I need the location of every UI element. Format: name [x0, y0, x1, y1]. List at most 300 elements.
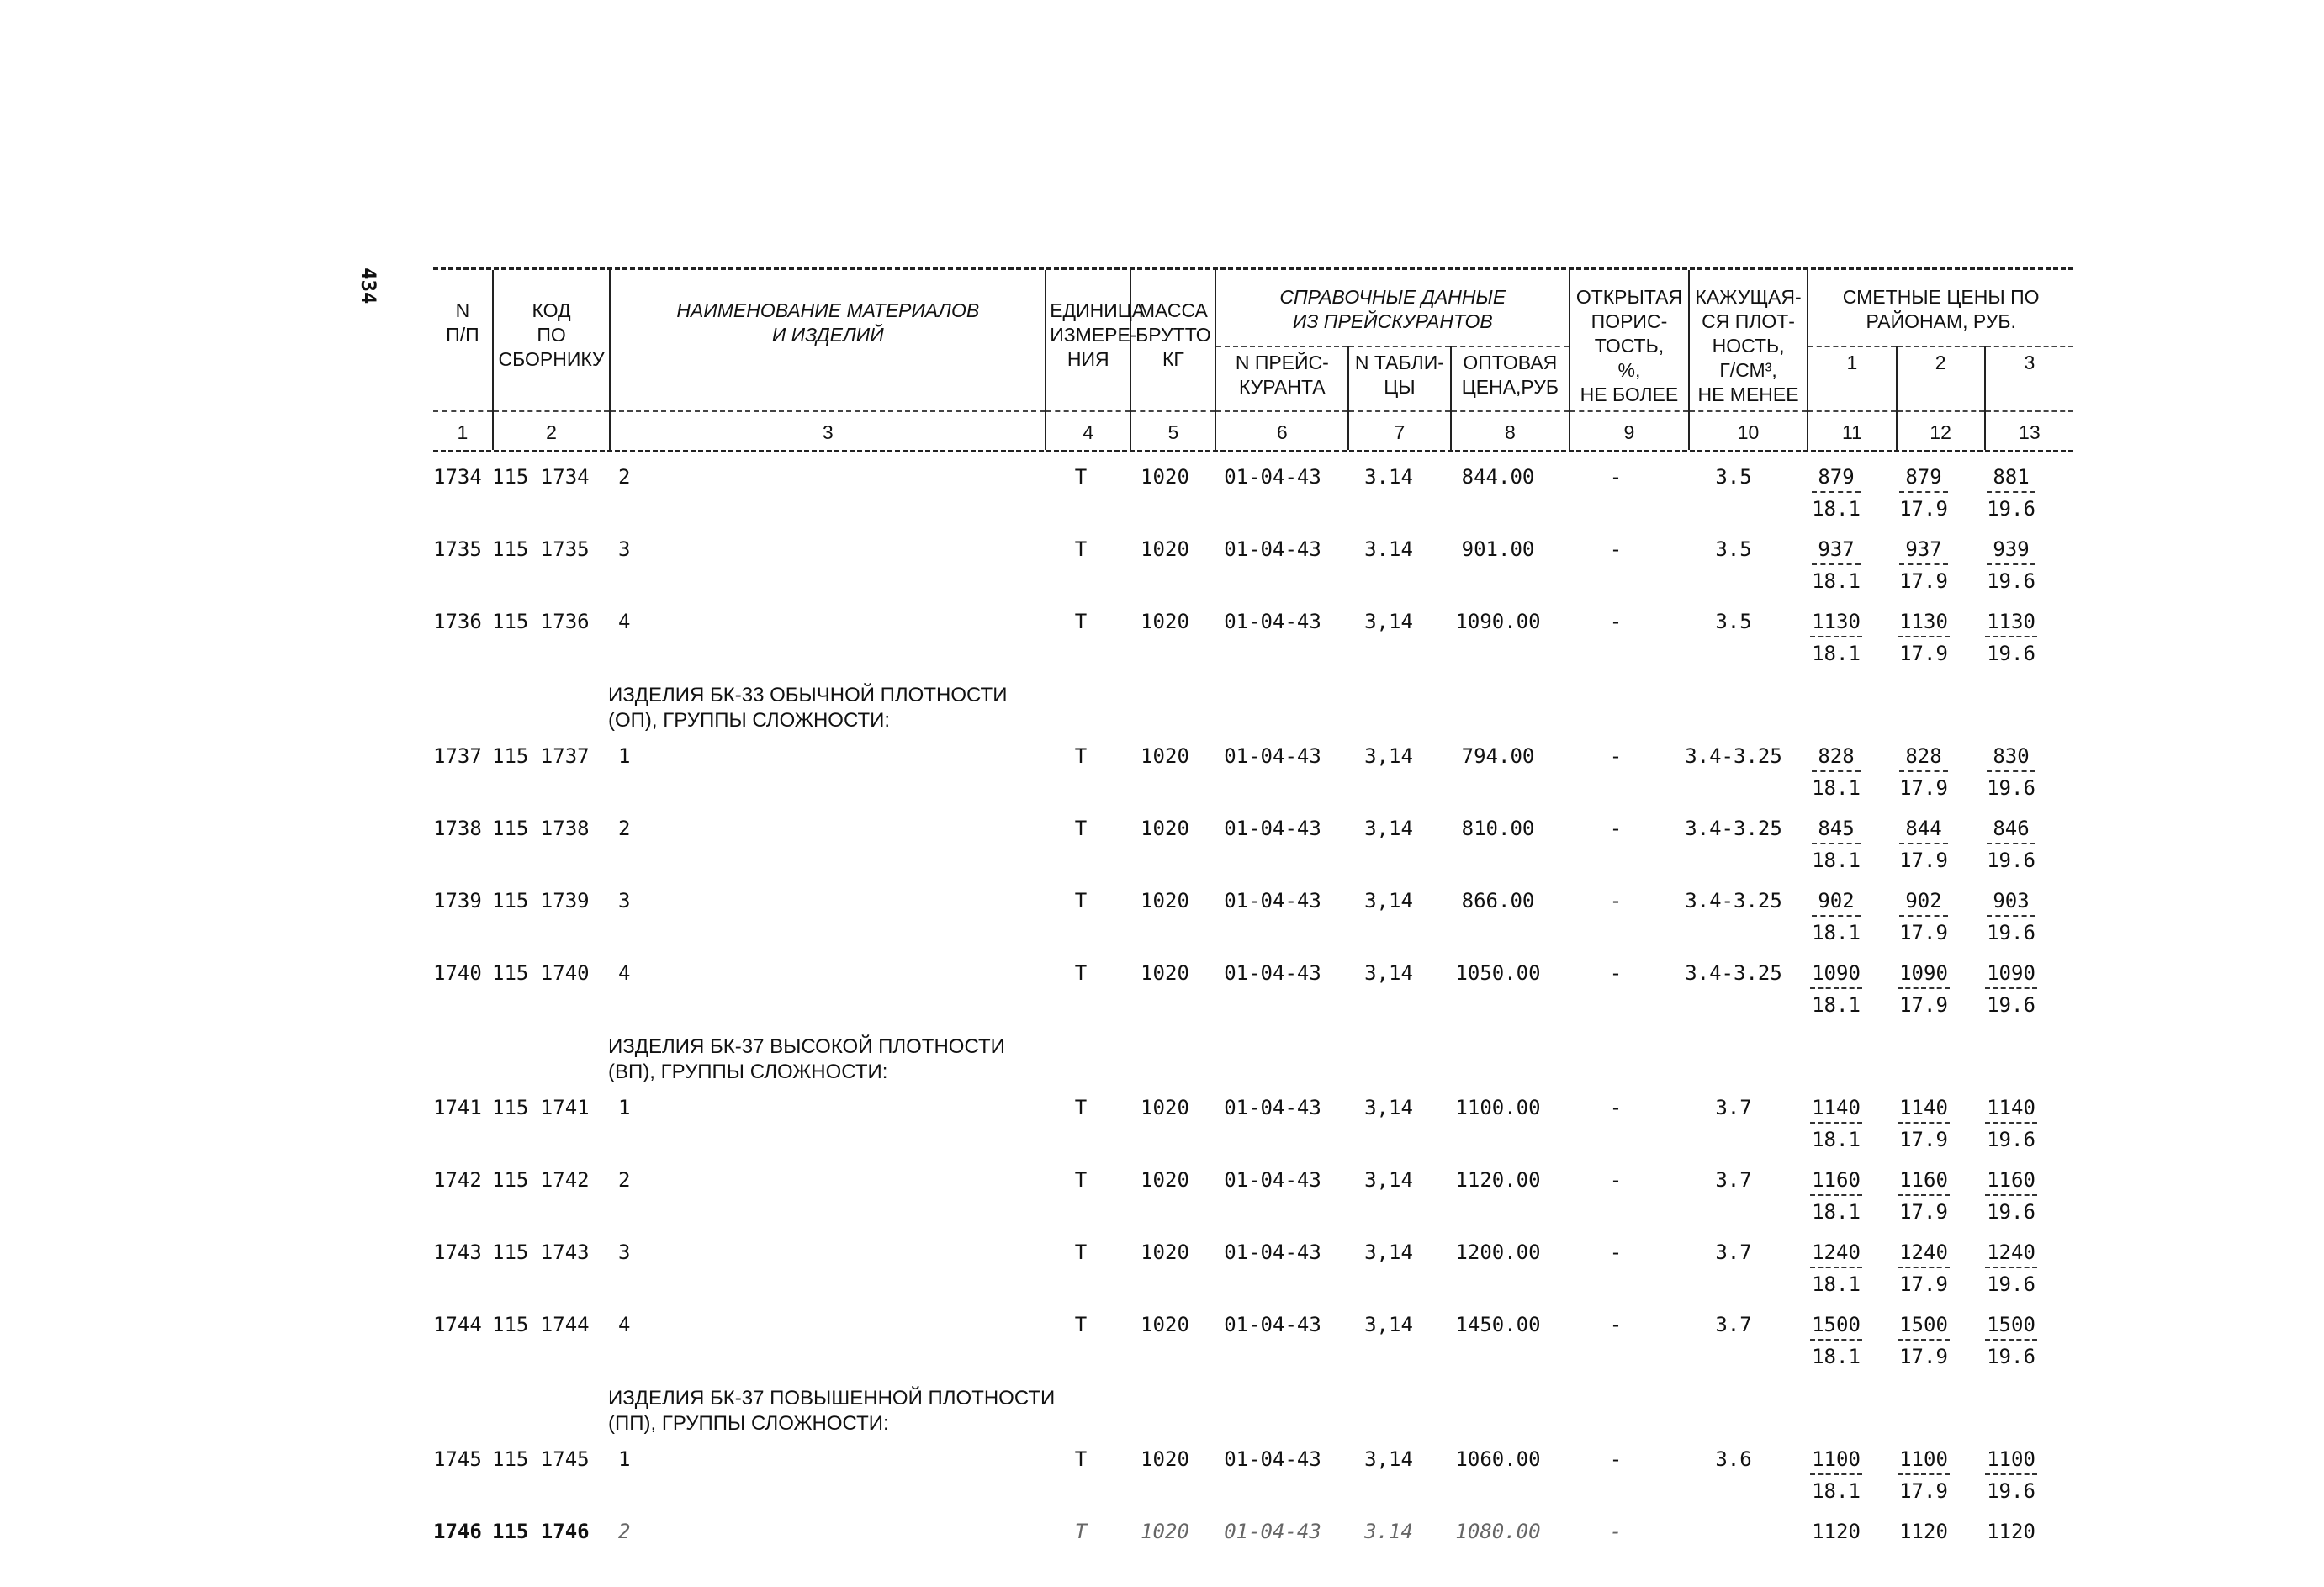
estimate-coefficient: 17.9 [1899, 849, 1948, 872]
row-pricelist: 01-04-43 [1224, 1168, 1321, 1192]
row-district-2 [1880, 1156, 1967, 1225]
row-code: 115 1734 [492, 465, 590, 489]
row-mass: 1020 [1141, 1096, 1189, 1119]
row-district-3 [1967, 1507, 2055, 1549]
estimate-price: 1090 [1898, 960, 1950, 989]
row-name: 1 [618, 744, 631, 768]
estimate-coefficient: 17.9 [1899, 497, 1948, 521]
header-mass: МАССА БРУТТО КГ [1130, 270, 1215, 411]
estimate-fraction [1985, 1167, 2037, 1225]
row-porosity: - [1609, 817, 1623, 840]
estimate-price: 1090 [1985, 960, 2037, 989]
row-district-1 [1792, 804, 1880, 873]
row-mass: 1020 [1141, 1313, 1189, 1336]
row-table-no: 3.14 [1364, 537, 1413, 561]
estimate-fraction [1987, 888, 2035, 945]
row-pricelist: 01-04-43 [1224, 1241, 1321, 1264]
row-district-3 [1967, 597, 2055, 666]
row-district-2 [1880, 597, 1967, 666]
estimate-fraction [1899, 816, 1948, 873]
row-number: 1738 [433, 817, 482, 840]
row-unit: Т [1074, 610, 1088, 633]
estimate-coefficient: 18.1 [1812, 1479, 1861, 1503]
row-pricelist: 01-04-43 [1224, 465, 1321, 489]
row-district-2 [1880, 732, 1967, 801]
row-district-1 [1792, 597, 1880, 666]
row-mass: 1020 [1141, 1520, 1189, 1543]
row-district-3 [1967, 452, 2055, 521]
row-unit: Т [1074, 1520, 1088, 1543]
row-porosity: - [1609, 1241, 1623, 1264]
row-porosity: - [1609, 889, 1623, 913]
table-row [433, 1083, 2073, 1156]
estimate-fraction [1987, 743, 2035, 801]
row-mass: 1020 [1141, 817, 1189, 840]
estimate-price: 1130 [1810, 609, 1862, 637]
row-name: 3 [618, 1241, 631, 1264]
estimate-fraction [1810, 1095, 1862, 1152]
row-district-3 [1967, 804, 2055, 873]
table-row [433, 732, 2073, 804]
row-price: 1450.00 [1455, 1313, 1541, 1336]
row-unit: Т [1074, 1447, 1088, 1471]
row-mass: 1020 [1141, 465, 1189, 489]
row-code: 115 1744 [492, 1313, 590, 1336]
row-price: 794.00 [1461, 744, 1535, 768]
row-name: 2 [618, 817, 631, 840]
estimate-fraction [1898, 1447, 1950, 1504]
row-code: 115 1746 [492, 1520, 590, 1543]
row-district-3 [1967, 876, 2055, 945]
row-number: 1735 [433, 537, 482, 561]
estimate-price: 1240 [1898, 1240, 1950, 1268]
estimate-price: 937 [1812, 537, 1861, 565]
row-porosity: - [1609, 537, 1623, 561]
row-table-no: 3.14 [1364, 465, 1413, 489]
col-number: 4 [1046, 411, 1130, 450]
col-number: 13 [1985, 411, 2073, 450]
row-table-no: 3,14 [1364, 1168, 1413, 1192]
estimate-coefficient [1985, 1546, 2037, 1549]
row-district-3 [1967, 949, 2055, 1018]
col-number: 6 [1215, 411, 1348, 450]
estimate-fraction [1899, 888, 1948, 945]
row-name: 2 [618, 465, 631, 489]
row-number: 1739 [433, 889, 482, 913]
header-table-no: N ТАБЛИ- ЦЫ [1348, 346, 1450, 411]
header-porosity: ОТКРЫТАЯ ПОРИС- ТОСТЬ, %, НЕ БОЛЕЕ [1570, 270, 1689, 411]
estimate-price: 1120 [1899, 1520, 1948, 1543]
row-porosity: - [1609, 1168, 1623, 1192]
header-ref-group: СПРАВОЧНЫЕ ДАННЫЕ ИЗ ПРЕЙСКУРАНТОВ [1215, 270, 1570, 346]
estimate-coefficient: 19.6 [1987, 993, 2035, 1017]
table-row [433, 597, 2073, 669]
table-row [433, 525, 2073, 597]
estimate-coefficient: 19.6 [1987, 1272, 2035, 1296]
row-code: 115 1743 [492, 1241, 590, 1264]
row-code: 115 1740 [492, 961, 590, 985]
col-number: 12 [1897, 411, 1985, 450]
col-number: 3 [610, 411, 1046, 450]
group-heading-row [423, 669, 2073, 732]
col-number: 5 [1130, 411, 1215, 450]
group-title: ИЗДЕЛИЯ БК-37 ПОВЫШЕННОЙ ПЛОТНОСТИ (ПП), ГРУППЫ СЛОЖНОСТИ: [608, 1387, 1056, 1435]
row-name: 3 [618, 889, 631, 913]
row-density: 3.7 [1715, 1313, 1752, 1336]
estimate-coefficient: 17.9 [1899, 569, 1948, 593]
row-district-3 [1967, 525, 2055, 594]
header-name: НАИМЕНОВАНИЕ МАТЕРИАЛОВ И ИЗДЕЛИЙ [610, 270, 1046, 411]
table-row [433, 452, 2073, 525]
estimate-fraction [1810, 1312, 1862, 1369]
estimate-coefficient: 17.9 [1899, 1128, 1948, 1151]
estimate-fraction [1985, 609, 2037, 666]
row-price: 866.00 [1461, 889, 1535, 913]
row-district-1 [1792, 949, 1880, 1018]
row-district-3 [1967, 1083, 2055, 1152]
row-mass: 1020 [1141, 961, 1189, 985]
estimate-price: 1140 [1898, 1095, 1950, 1124]
row-district-1 [1792, 1435, 1880, 1504]
row-density: 3.4-3.25 [1685, 817, 1782, 840]
row-district-3 [1967, 1300, 2055, 1369]
row-number: 1742 [433, 1168, 482, 1192]
estimate-coefficient: 18.1 [1812, 569, 1861, 593]
row-name: 2 [618, 1168, 631, 1192]
row-density [1675, 1507, 1792, 1519]
row-name: 2 [618, 1520, 631, 1543]
row-mass: 1020 [1141, 1241, 1189, 1264]
row-unit: Т [1074, 817, 1088, 840]
estimate-fraction [1898, 1312, 1950, 1369]
estimate-coefficient: 17.9 [1899, 1479, 1948, 1503]
row-district-2 [1880, 949, 1967, 1018]
row-number: 1734 [433, 465, 482, 489]
estimate-fraction [1810, 1240, 1862, 1297]
estimate-price: 1500 [1985, 1312, 2037, 1341]
row-unit: Т [1074, 1168, 1088, 1192]
row-pricelist: 01-04-43 [1224, 1313, 1321, 1336]
group-title: ИЗДЕЛИЯ БК-33 ОБЫЧНОЙ ПЛОТНОСТИ (ОП), ГРУППЫ СЛОЖНОСТИ: [608, 684, 1008, 732]
estimate-fraction [1898, 1519, 1950, 1549]
row-mass: 1020 [1141, 610, 1189, 633]
row-unit: Т [1074, 465, 1088, 489]
row-price: 1080.00 [1455, 1520, 1541, 1543]
estimate-fraction [1898, 960, 1950, 1018]
row-price: 844.00 [1461, 465, 1535, 489]
estimate-price: 1160 [1985, 1167, 2037, 1196]
estimate-price: 1130 [1985, 609, 2037, 637]
row-district-1 [1792, 525, 1880, 594]
row-district-1 [1792, 1156, 1880, 1225]
col-number: 8 [1451, 411, 1570, 450]
estimate-fraction [1985, 1095, 2037, 1152]
row-district-2 [1880, 1507, 1967, 1549]
estimate-coefficient: 18.1 [1812, 776, 1861, 800]
row-unit: Т [1074, 889, 1088, 913]
row-district-3 [1967, 1435, 2055, 1504]
row-price: 1120.00 [1455, 1168, 1541, 1192]
row-number: 1745 [433, 1447, 482, 1471]
estimate-price: 937 [1899, 537, 1948, 565]
row-mass: 1020 [1141, 889, 1189, 913]
row-unit: Т [1074, 744, 1088, 768]
row-porosity: - [1609, 465, 1623, 489]
estimate-coefficient: 17.9 [1899, 642, 1948, 665]
estimate-fraction [1810, 1519, 1862, 1549]
estimate-coefficient: 19.6 [1987, 1479, 2035, 1503]
row-code: 115 1736 [492, 610, 590, 633]
estimate-coefficient: 17.9 [1899, 993, 1948, 1017]
row-code: 115 1742 [492, 1168, 590, 1192]
estimate-fraction [1985, 960, 2037, 1018]
estimate-coefficient: 17.9 [1899, 921, 1948, 944]
estimate-coefficient: 18.1 [1812, 497, 1861, 521]
estimate-fraction [1810, 960, 1862, 1018]
row-table-no: 3,14 [1364, 889, 1413, 913]
table-row [433, 1300, 2073, 1373]
estimate-fraction [1812, 816, 1861, 873]
row-unit: Т [1074, 1096, 1088, 1119]
estimate-price: 1160 [1898, 1167, 1950, 1196]
estimate-coefficient: 18.1 [1812, 1128, 1861, 1151]
estimate-coefficient: 18.1 [1812, 1200, 1861, 1224]
price-table [433, 267, 2073, 1558]
table-row [433, 876, 2073, 949]
col-number: 1 [457, 421, 469, 443]
estimate-coefficient: 17.9 [1899, 1272, 1948, 1296]
row-pricelist: 01-04-43 [1224, 817, 1321, 840]
row-price: 1100.00 [1455, 1096, 1541, 1119]
row-density: 3.7 [1715, 1241, 1752, 1264]
row-density: 3.7 [1715, 1096, 1752, 1119]
row-number: 1737 [433, 744, 482, 768]
row-district-1 [1792, 1300, 1880, 1369]
row-code: 115 1741 [492, 1096, 590, 1119]
estimate-price: 1090 [1810, 960, 1862, 989]
row-density: 3.5 [1715, 610, 1752, 633]
row-district-2 [1880, 1300, 1967, 1369]
estimate-price: 1120 [1812, 1520, 1861, 1543]
row-code: 115 1738 [492, 817, 590, 840]
estimate-coefficient: 19.6 [1987, 497, 2035, 521]
row-porosity: - [1609, 1313, 1623, 1336]
row-table-no: 3.14 [1364, 1520, 1413, 1543]
col-number: 10 [1689, 411, 1808, 450]
col-number: 7 [1348, 411, 1450, 450]
row-pricelist: 01-04-43 [1224, 537, 1321, 561]
row-number: 1743 [433, 1241, 482, 1264]
estimate-fraction [1985, 1240, 2037, 1297]
estimate-price: 879 [1899, 464, 1948, 493]
estimate-price: 939 [1987, 537, 2035, 565]
estimate-fraction [1987, 816, 2035, 873]
header-unit: ЕДИНИЦА ИЗМЕРЕ- НИЯ [1046, 270, 1130, 411]
estimate-fraction [1898, 1095, 1950, 1152]
row-number: 1744 [433, 1313, 482, 1336]
estimate-price: 1160 [1810, 1167, 1862, 1196]
row-district-1 [1792, 1083, 1880, 1152]
table-row [433, 804, 2073, 876]
row-code: 115 1739 [492, 889, 590, 913]
estimate-coefficient: 19.6 [1987, 1128, 2035, 1151]
estimate-fraction [1810, 1167, 1862, 1225]
estimate-fraction [1812, 888, 1861, 945]
row-district-2 [1880, 876, 1967, 945]
header-num: N П/П [446, 299, 479, 346]
row-pricelist: 01-04-43 [1224, 610, 1321, 633]
row-number: 1736 [433, 610, 482, 633]
row-name: 1 [618, 1096, 631, 1119]
row-table-no: 3,14 [1364, 817, 1413, 840]
estimate-fraction [1810, 609, 1862, 666]
row-name: 4 [618, 961, 631, 985]
estimate-price: 1100 [1985, 1447, 2037, 1475]
estimate-coefficient: 17.9 [1899, 1200, 1948, 1224]
estimate-coefficient: 19.6 [1987, 1345, 2035, 1368]
estimate-coefficient: 19.6 [1987, 1200, 2035, 1224]
estimate-fraction [1812, 464, 1861, 521]
row-code: 115 1737 [492, 744, 590, 768]
estimate-price: 1500 [1898, 1312, 1950, 1341]
row-price: 901.00 [1461, 537, 1535, 561]
row-porosity: - [1609, 961, 1623, 985]
row-pricelist: 01-04-43 [1224, 1096, 1321, 1119]
estimate-coefficient: 18.1 [1812, 993, 1861, 1017]
row-district-1 [1792, 1228, 1880, 1297]
estimate-price: 1130 [1898, 609, 1950, 637]
estimate-price: 845 [1812, 816, 1861, 844]
table-row [433, 1156, 2073, 1228]
row-mass: 1020 [1141, 1447, 1189, 1471]
row-number: 1740 [433, 961, 482, 985]
row-table-no: 3,14 [1364, 1313, 1413, 1336]
header-district-3: 3 [1985, 346, 2073, 411]
row-district-1 [1792, 732, 1880, 801]
row-district-2 [1880, 1228, 1967, 1297]
estimate-price: 902 [1899, 888, 1948, 917]
row-district-1 [1792, 1507, 1880, 1549]
row-density: 3.6 [1715, 1447, 1752, 1471]
estimate-price: 828 [1899, 743, 1948, 772]
row-mass: 1020 [1141, 537, 1189, 561]
row-density: 3.7 [1715, 1168, 1752, 1192]
row-unit: Т [1074, 961, 1088, 985]
estimate-fraction [1987, 537, 2035, 594]
row-code: 115 1735 [492, 537, 590, 561]
header-district-1: 1 [1808, 346, 1896, 411]
row-district-2 [1880, 1083, 1967, 1152]
row-price: 1050.00 [1455, 961, 1541, 985]
row-district-2 [1880, 804, 1967, 873]
estimate-price: 1100 [1810, 1447, 1862, 1475]
col-number: 9 [1570, 411, 1689, 450]
estimate-fraction [1899, 743, 1948, 801]
estimate-price: 879 [1812, 464, 1861, 493]
row-pricelist: 01-04-43 [1224, 889, 1321, 913]
estimate-price: 1500 [1810, 1312, 1862, 1341]
row-mass: 1020 [1141, 744, 1189, 768]
row-price: 1090.00 [1455, 610, 1541, 633]
row-price: 1060.00 [1455, 1447, 1541, 1471]
estimate-coefficient: 18.1 [1812, 1272, 1861, 1296]
row-density: 3.5 [1715, 465, 1752, 489]
row-mass: 1020 [1141, 1168, 1189, 1192]
estimate-fraction [1810, 1447, 1862, 1504]
table-row [433, 1507, 2073, 1558]
row-district-3 [1967, 732, 2055, 801]
row-district-2 [1880, 525, 1967, 594]
col-number: 11 [1808, 411, 1896, 450]
group-title: ИЗДЕЛИЯ БК-37 ВЫСОКОЙ ПЛОТНОСТИ (ВП), ГРУППЫ СЛОЖНОСТИ: [608, 1035, 1005, 1083]
page-number: 434 [357, 267, 380, 304]
table-row [433, 1435, 2073, 1507]
estimate-fraction [1987, 464, 2035, 521]
row-table-no: 3,14 [1364, 1096, 1413, 1119]
estimate-price: 828 [1812, 743, 1861, 772]
row-price: 810.00 [1461, 817, 1535, 840]
table-body [433, 452, 2073, 1558]
row-density: 3.4-3.25 [1685, 744, 1782, 768]
estimate-price: 1120 [1987, 1520, 2035, 1543]
row-name: 4 [618, 1313, 631, 1336]
header-pricelist: N ПРЕЙС- КУРАНТА [1215, 346, 1348, 411]
estimate-price: 1140 [1810, 1095, 1862, 1124]
row-density: 3.4-3.25 [1685, 961, 1782, 985]
row-unit: Т [1074, 1241, 1088, 1264]
estimate-coefficient: 18.1 [1812, 1345, 1861, 1368]
estimate-price: 846 [1987, 816, 2035, 844]
row-number: 1741 [433, 1096, 482, 1119]
row-table-no: 3,14 [1364, 961, 1413, 985]
estimate-coefficient: 18.1 [1812, 921, 1861, 944]
estimate-coefficient: 17.9 [1899, 1345, 1948, 1368]
estimate-price: 1140 [1985, 1095, 2037, 1124]
row-porosity: - [1609, 1096, 1623, 1119]
col-number: 2 [493, 411, 611, 450]
estimate-fraction [1898, 1167, 1950, 1225]
estimate-coefficient: 19.6 [1987, 849, 2035, 872]
row-unit: Т [1074, 1313, 1088, 1336]
group-heading-row [423, 1373, 2073, 1435]
row-table-no: 3,14 [1364, 610, 1413, 633]
estimate-fraction [1812, 743, 1861, 801]
row-pricelist: 01-04-43 [1224, 1520, 1321, 1543]
estimate-price: 881 [1987, 464, 2035, 493]
row-porosity: - [1609, 744, 1623, 768]
row-unit: Т [1074, 537, 1088, 561]
estimate-fraction [1898, 609, 1950, 666]
header-price: ОПТОВАЯ ЦЕНА,РУБ [1451, 346, 1570, 411]
estimate-coefficient: 17.9 [1899, 776, 1948, 800]
row-district-1 [1792, 452, 1880, 521]
estimate-fraction [1985, 1312, 2037, 1369]
estimate-coefficient: 19.6 [1987, 642, 2035, 665]
row-table-no: 3,14 [1364, 1241, 1413, 1264]
estimate-coefficient: 18.1 [1812, 849, 1861, 872]
row-pricelist: 01-04-43 [1224, 1447, 1321, 1471]
estimate-price: 1240 [1985, 1240, 2037, 1268]
row-district-2 [1880, 452, 1967, 521]
row-number: 1746 [433, 1520, 482, 1543]
row-table-no: 3,14 [1364, 1447, 1413, 1471]
estimate-fraction [1899, 537, 1948, 594]
header-density: КАЖУЩАЯ- СЯ ПЛОТ- НОСТЬ, Г/СМ³, НЕ МЕНЕЕ [1689, 270, 1808, 411]
estimate-price: 1100 [1898, 1447, 1950, 1475]
estimate-price: 1240 [1810, 1240, 1862, 1268]
row-porosity: - [1609, 1447, 1623, 1471]
row-district-3 [1967, 1228, 2055, 1297]
